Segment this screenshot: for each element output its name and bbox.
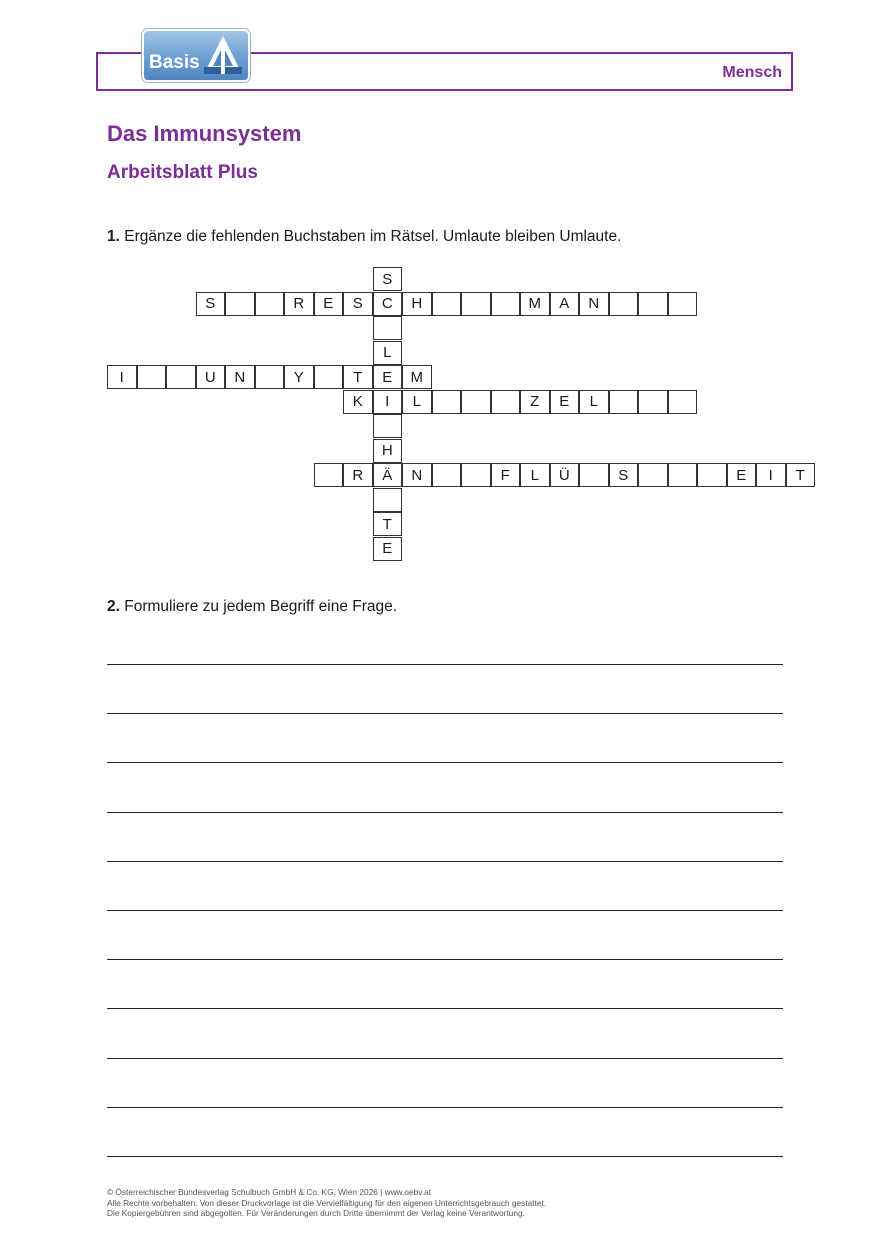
- crossword-cell-row-4[interactable]: T: [786, 463, 816, 487]
- subject-label: Mensch: [722, 64, 782, 81]
- crossword-cell-row-1[interactable]: [461, 292, 491, 316]
- page-subtitle: Arbeitsblatt Plus: [107, 162, 258, 183]
- crossword-cell-row-3[interactable]: K: [343, 390, 373, 414]
- crossword-cell-vertical[interactable]: E: [373, 365, 403, 389]
- crossword-cell-row-4[interactable]: N: [402, 463, 432, 487]
- crossword-cell-row-3[interactable]: [638, 390, 668, 414]
- crossword-cell-vertical[interactable]: [373, 488, 403, 512]
- logo-text: Basis: [149, 52, 200, 73]
- crossword-cell-row-1[interactable]: M: [520, 292, 550, 316]
- crossword-cell-row-2[interactable]: [314, 365, 344, 389]
- task-2: [107, 598, 397, 616]
- crossword-cell-row-4[interactable]: [638, 463, 668, 487]
- crossword-cell-row-1[interactable]: [225, 292, 255, 316]
- crossword-cell-row-4[interactable]: Ü: [550, 463, 580, 487]
- crossword-cell-vertical[interactable]: L: [373, 341, 403, 365]
- crossword-cell-row-1[interactable]: S: [343, 292, 373, 316]
- crossword-cell-vertical[interactable]: T: [373, 512, 403, 536]
- answer-line[interactable]: [107, 812, 783, 813]
- crossword-cell-row-3[interactable]: L: [402, 390, 432, 414]
- crossword-cell-row-4[interactable]: R: [343, 463, 373, 487]
- footer-line-2: Alle Rechte vorbehalten. Von dieser Druckvorlage ist die Vervielfältigung für den eigenen Unterrichtsgebrauch gestattet.: [107, 1197, 547, 1208]
- task-1-text: Ergänze die fehlenden Buchstaben im Rätsel. Umlaute bleiben Umlaute.: [119, 228, 622, 245]
- answer-line[interactable]: [107, 664, 783, 665]
- footer-line-1: © Österreichischer Bundesverlag Schulbuch GmbH & Co. KG, Wien 2026 | www.oebv.at: [107, 1187, 431, 1197]
- crossword-cell-row-1[interactable]: [255, 292, 285, 316]
- crossword-cell-row-2[interactable]: M: [402, 365, 432, 389]
- crossword-cell-row-4[interactable]: S: [609, 463, 639, 487]
- page-title: Das Immunsystem: [107, 121, 302, 146]
- crossword-cell-row-4[interactable]: L: [520, 463, 550, 487]
- answer-line[interactable]: [107, 1107, 783, 1108]
- task-1-number: 1.: [107, 228, 120, 245]
- crossword-cell-row-1[interactable]: [638, 292, 668, 316]
- crossword-cell-row-3[interactable]: Z: [520, 390, 550, 414]
- crossword-cell-vertical[interactable]: H: [373, 439, 403, 463]
- crossword-cell-row-4[interactable]: F: [491, 463, 521, 487]
- crossword-cell-vertical[interactable]: [373, 414, 403, 438]
- crossword-cell-row-2[interactable]: T: [343, 365, 373, 389]
- answer-line[interactable]: [107, 910, 783, 911]
- crossword-cell-vertical[interactable]: C: [373, 292, 403, 316]
- crossword-cell-row-1[interactable]: [491, 292, 521, 316]
- crossword-cell-row-2[interactable]: [255, 365, 285, 389]
- crossword-cell-row-3[interactable]: [668, 390, 698, 414]
- crossword-cell-row-4[interactable]: [432, 463, 462, 487]
- crossword-cell-row-2[interactable]: Y: [284, 365, 314, 389]
- crossword-cell-row-3[interactable]: E: [550, 390, 580, 414]
- crossword-cell-row-1[interactable]: H: [402, 292, 432, 316]
- answer-line[interactable]: [107, 1058, 783, 1059]
- crossword-cell-row-3[interactable]: [461, 390, 491, 414]
- crossword-cell-row-2[interactable]: U: [196, 365, 226, 389]
- crossword-cell-row-1[interactable]: N: [579, 292, 609, 316]
- task-2-text: Formuliere zu jedem Begriff eine Frage.: [119, 598, 398, 615]
- answer-line[interactable]: [107, 1156, 783, 1157]
- crossword-cell-row-2[interactable]: I: [107, 365, 137, 389]
- answer-line[interactable]: [107, 959, 783, 960]
- crossword-cell-row-2[interactable]: [137, 365, 167, 389]
- crossword-cell-row-1[interactable]: R: [284, 292, 314, 316]
- crossword-cell-row-3[interactable]: L: [579, 390, 609, 414]
- crossword-cell-vertical[interactable]: [373, 316, 403, 340]
- answer-line[interactable]: [107, 713, 783, 714]
- crossword-cell-row-4[interactable]: [461, 463, 491, 487]
- crossword-cell-row-1[interactable]: E: [314, 292, 344, 316]
- task-2-number: 2.: [107, 598, 120, 615]
- answer-line[interactable]: [107, 1008, 783, 1009]
- crossword-cell-row-1[interactable]: [668, 292, 698, 316]
- crossword-cell-row-2[interactable]: [166, 365, 196, 389]
- crossword-cell-row-1[interactable]: A: [550, 292, 580, 316]
- crossword-cell-row-4[interactable]: I: [756, 463, 786, 487]
- answer-line[interactable]: [107, 762, 783, 763]
- footer: [107, 1187, 546, 1219]
- footer-line-3: Die Kopiergebühren sind abgegolten. Für Veränderungen durch Dritte übernimmt der Verlag keine Verantwortung.: [107, 1208, 525, 1218]
- crossword-cell-vertical[interactable]: I: [373, 390, 403, 414]
- crossword-cell-row-4[interactable]: E: [727, 463, 757, 487]
- crossword-cell-vertical[interactable]: S: [373, 267, 403, 291]
- crossword-cell-row-4[interactable]: [668, 463, 698, 487]
- crossword-cell-row-1[interactable]: [432, 292, 462, 316]
- crossword-cell-row-3[interactable]: [609, 390, 639, 414]
- crossword-cell-row-3[interactable]: [491, 390, 521, 414]
- crossword-cell-row-4[interactable]: [579, 463, 609, 487]
- crossword-cell-row-1[interactable]: [609, 292, 639, 316]
- crossword-cell-vertical[interactable]: Ä: [373, 463, 403, 487]
- crossword-cell-row-4[interactable]: [314, 463, 344, 487]
- crossword-cell-row-4[interactable]: [697, 463, 727, 487]
- crossword-cell-row-1[interactable]: S: [196, 292, 226, 316]
- answer-line[interactable]: [107, 861, 783, 862]
- crossword-cell-row-2[interactable]: N: [225, 365, 255, 389]
- crossword-cell-vertical[interactable]: E: [373, 537, 403, 561]
- crossword-cell-row-3[interactable]: [432, 390, 462, 414]
